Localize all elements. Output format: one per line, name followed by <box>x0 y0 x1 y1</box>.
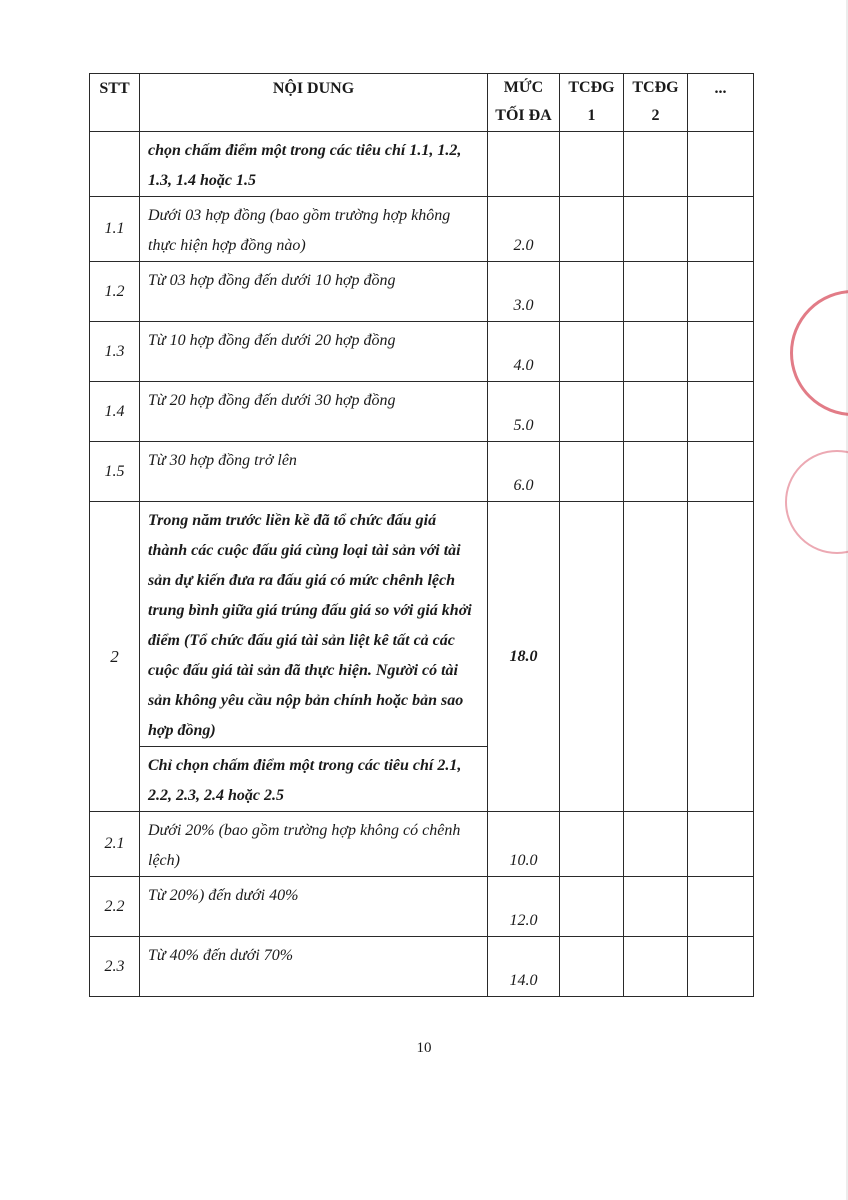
cell-more <box>688 322 754 382</box>
row-stt: 2.2 <box>90 877 140 937</box>
table-row <box>90 132 754 197</box>
row-max: 5.0 <box>488 382 560 442</box>
row-stt: 2 <box>90 502 140 812</box>
cell-tcdg2 <box>624 262 688 322</box>
table-row <box>90 262 754 322</box>
cell-tcdg1 <box>560 132 624 197</box>
row-content: Dưới 03 hợp đồng (bao gồm trường hợp không thực hiện hợp đồng nào) <box>140 197 488 262</box>
cell-tcdg1 <box>560 197 624 262</box>
row-max: 3.0 <box>488 262 560 322</box>
cell-tcdg2 <box>624 812 688 877</box>
row-stt: 1.4 <box>90 382 140 442</box>
row-content: Từ 10 hợp đồng đến dưới 20 hợp đồng <box>140 322 488 382</box>
row-stt: 1.2 <box>90 262 140 322</box>
row-max: 14.0 <box>488 937 560 997</box>
table-row <box>90 197 754 262</box>
table-row <box>90 382 754 442</box>
cell-tcdg1 <box>560 442 624 502</box>
table-header-row <box>90 74 754 132</box>
header-noi-dung: NỘI DUNG <box>140 74 488 132</box>
table-row <box>90 442 754 502</box>
row-stt: 2.1 <box>90 812 140 877</box>
cell-tcdg2 <box>624 382 688 442</box>
header-stt: STT <box>90 74 140 132</box>
row-stt: 1.5 <box>90 442 140 502</box>
row-max: 10.0 <box>488 812 560 877</box>
row-content: Dưới 20% (bao gồm trường hợp không có chênh lệch) <box>140 812 488 877</box>
cell-more <box>688 877 754 937</box>
table-row <box>90 812 754 877</box>
cell-more <box>688 382 754 442</box>
cell-tcdg1 <box>560 382 624 442</box>
row-stt <box>90 132 140 197</box>
scoring-table <box>89 73 754 997</box>
table-row <box>90 877 754 937</box>
header-muc-toi-da: MỨC TỐI ĐA <box>488 74 560 132</box>
row-subcontent: Chỉ chọn chấm điểm một trong các tiêu chí 2.1, 2.2, 2.3, 2.4 hoặc 2.5 <box>140 747 488 812</box>
row-content: Trong năm trước liền kề đã tổ chức đấu giá thành các cuộc đấu giá cùng loại tài sản với tài sản dự kiến đưa ra đấu giá có mức chênh lệch trung bình giữa giá trúng đấu giá so với giá khởi điểm (Tổ chức đấu giá tài sản liệt kê tất cả các cuộc đấu giá tài sản đã thực hiện. Người có tài sản không yêu cầu nộp bản chính hoặc bản sao hợp đồng) <box>140 502 488 747</box>
row-max: 4.0 <box>488 322 560 382</box>
header-more: ... <box>688 74 754 132</box>
row-content: Từ 03 hợp đồng đến dưới 10 hợp đồng <box>140 262 488 322</box>
row-content: Từ 40% đến dưới 70% <box>140 937 488 997</box>
cell-tcdg1 <box>560 812 624 877</box>
row-max: 12.0 <box>488 877 560 937</box>
header-tcdg-1: TCĐG 1 <box>560 74 624 132</box>
cell-more <box>688 502 754 812</box>
cell-tcdg2 <box>624 132 688 197</box>
table-row <box>90 502 754 747</box>
page-number: 10 <box>416 1040 432 1056</box>
row-stt: 2.3 <box>90 937 140 997</box>
row-content: Từ 20 hợp đồng đến dưới 30 hợp đồng <box>140 382 488 442</box>
header-tcdg-2: TCĐG 2 <box>624 74 688 132</box>
row-max <box>488 132 560 197</box>
cell-more <box>688 812 754 877</box>
cell-more <box>688 442 754 502</box>
cell-more <box>688 132 754 197</box>
row-max: 18.0 <box>488 502 560 812</box>
row-max: 2.0 <box>488 197 560 262</box>
table-row <box>90 322 754 382</box>
table-row <box>90 937 754 997</box>
cell-more <box>688 197 754 262</box>
cell-tcdg2 <box>624 442 688 502</box>
cell-tcdg1 <box>560 262 624 322</box>
row-max: 6.0 <box>488 442 560 502</box>
official-seal-partial <box>785 450 848 554</box>
official-seal <box>790 290 848 416</box>
row-content: Từ 20%) đến dưới 40% <box>140 877 488 937</box>
cell-more <box>688 262 754 322</box>
row-content: chọn chấm điểm một trong các tiêu chí 1.1, 1.2, 1.3, 1.4 hoặc 1.5 <box>140 132 488 197</box>
cell-tcdg2 <box>624 197 688 262</box>
cell-tcdg1 <box>560 502 624 812</box>
cell-tcdg1 <box>560 322 624 382</box>
cell-tcdg1 <box>560 877 624 937</box>
cell-tcdg2 <box>624 937 688 997</box>
cell-tcdg2 <box>624 502 688 812</box>
cell-tcdg2 <box>624 877 688 937</box>
cell-tcdg1 <box>560 937 624 997</box>
row-stt: 1.3 <box>90 322 140 382</box>
row-content: Từ 30 hợp đồng trở lên <box>140 442 488 502</box>
row-stt: 1.1 <box>90 197 140 262</box>
cell-more <box>688 937 754 997</box>
cell-tcdg2 <box>624 322 688 382</box>
